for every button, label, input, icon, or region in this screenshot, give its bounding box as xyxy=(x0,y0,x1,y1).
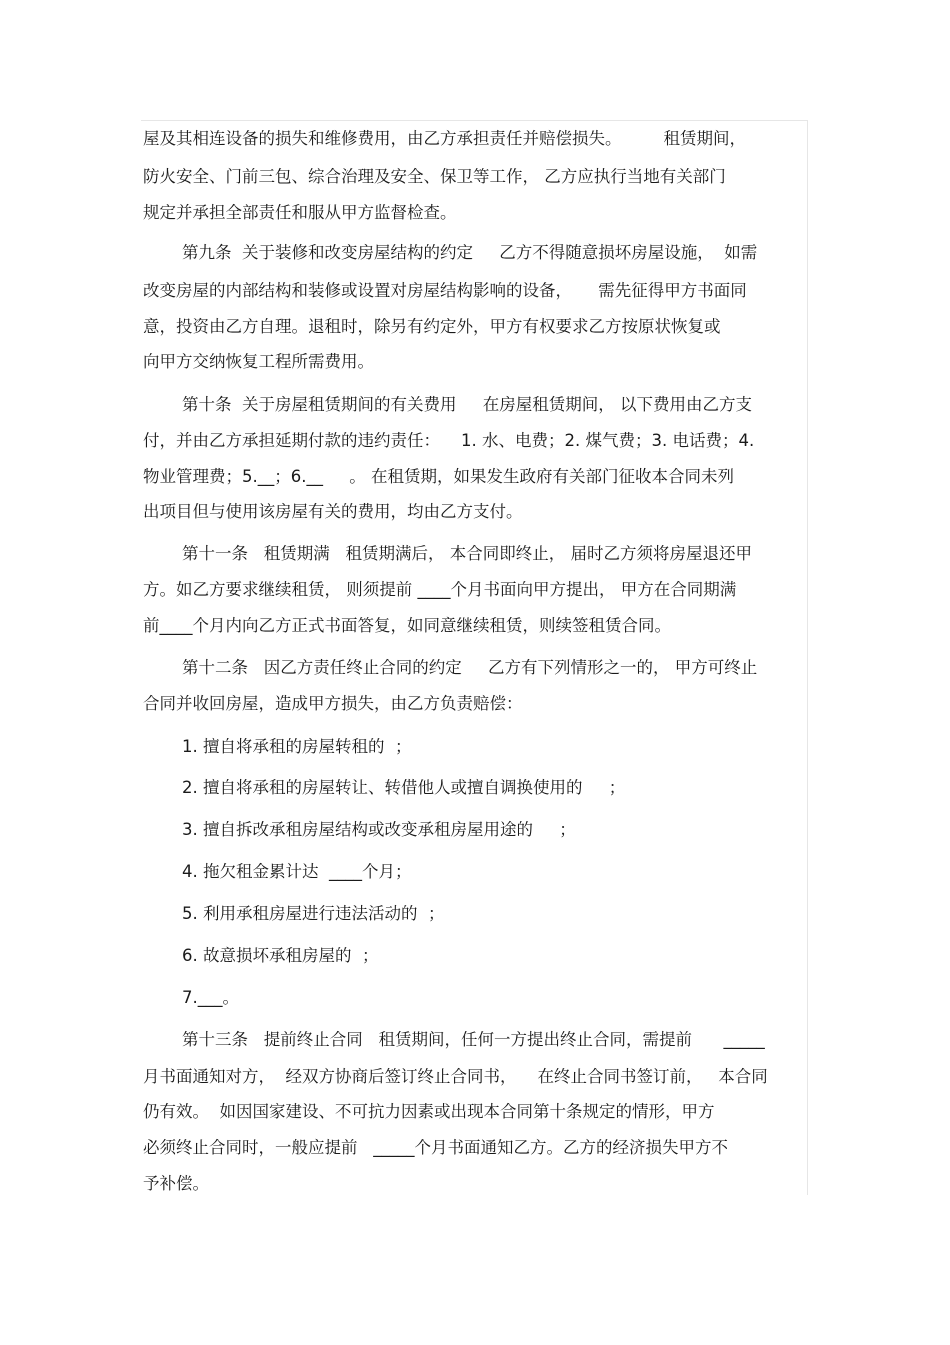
text-line: 出项目但与使用该房屋有关的费用，均由乙方支付。 xyxy=(143,502,523,521)
text-line: 方。如乙方要求继续租赁， 则须提前 ____个月书面向甲方提出， 甲方在合同期满 xyxy=(143,580,737,599)
clause-9-heading: 第九条 关于装修和改变房屋结构的约定 乙方不得随意损坏房屋设施， 如需 xyxy=(182,243,758,262)
text-line: 屋及其相连设备的损失和维修费用，由乙方承担责任并赔偿损失。 租赁期间， xyxy=(143,129,746,148)
text-line: 付，并由乙方承担延期付款的违约责任： 1. 水、电费；2. 煤气费；3. 电话费；4. xyxy=(143,431,755,450)
text-line: 合同并收回房屋，造成甲方损失，由乙方负责赔偿： xyxy=(143,694,523,713)
text-line: 规定并承担全部责任和服从甲方监督检查。 xyxy=(143,203,457,222)
text-line: 防火安全、门前三包、综合治理及安全、保卫等工作， 乙方应执行当地有关部门 xyxy=(143,167,726,186)
text-line: 月书面通知对方， 经双方协商后签订终止合同书， 在终止合同书签订前， 本合同 xyxy=(143,1067,768,1086)
list-item: 7.___。 xyxy=(182,988,239,1007)
text-line: 改变房屋的内部结构和装修或设置对房屋结构影响的设备， 需先征得甲方书面同 xyxy=(143,281,747,300)
page-frame-top xyxy=(141,120,808,121)
clause-12-heading: 第十二条 因乙方责任终止合同的约定 乙方有下列情形之一的， 甲方可终止 xyxy=(182,658,758,677)
clause-10-heading: 第十条 关于房屋租赁期间的有关费用 在房屋租赁期间， 以下费用由乙方支 xyxy=(182,395,752,414)
list-item: 1. 擅自将承租的房屋转租的 ； xyxy=(182,737,412,756)
text-line: 物业管理费；5.__；6.__ 。 在租赁期，如果发生政府有关部门征收本合同未列 xyxy=(143,467,734,486)
list-item: 2. 擅自将承租的房屋转让、转借他人或擅自调换使用的 ； xyxy=(182,778,626,797)
list-item: 3. 擅自拆改承租房屋结构或改变承租房屋用途的 ； xyxy=(182,820,576,839)
page-frame-right xyxy=(807,120,808,1195)
text-line: 予补偿。 xyxy=(143,1174,209,1193)
list-item: 4. 拖欠租金累计达 ____个月； xyxy=(182,862,412,881)
text-line: 必须终止合同时，一般应提前 _____个月书面通知乙方。乙方的经济损失甲方不 xyxy=(143,1138,728,1157)
text-line: 意，投资由乙方自理。退租时，除另有约定外，甲方有权要求乙方按原状恢复或 xyxy=(143,317,721,336)
list-item: 5. 利用承租房屋进行违法活动的 ； xyxy=(182,904,445,923)
text-line: 仍有效。 如因国家建设、不可抗力因素或出现本合同第十条规定的情形，甲方 xyxy=(143,1102,715,1121)
list-item: 6. 故意损坏承租房屋的 ； xyxy=(182,946,379,965)
text-line: 向甲方交纳恢复工程所需费用。 xyxy=(143,352,374,371)
clause-13-heading: 第十三条 提前终止合同 租赁期间，任何一方提出终止合同，需提前 _____ xyxy=(182,1030,765,1049)
text-line: 前____个月内向乙方正式书面答复，如同意继续租赁，则续签租赁合同。 xyxy=(143,616,671,635)
clause-11-heading: 第十一条 租赁期满 租赁期满后， 本合同即终止， 届时乙方须将房屋退还甲 xyxy=(182,544,752,563)
